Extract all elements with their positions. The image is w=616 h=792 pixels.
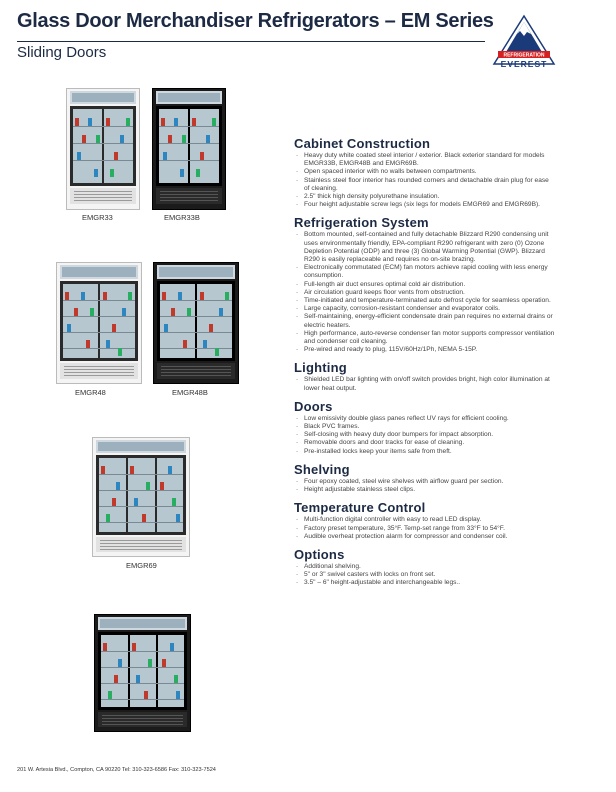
bullet-list bbox=[294, 516, 556, 541]
spec-column bbox=[294, 136, 556, 594]
section-refrigeration-system bbox=[294, 215, 556, 354]
list-item: - 2.5" thick high density polyurethane insulation. bbox=[294, 193, 556, 201]
list-item: - Pre-wired and ready to plug, 115V/60Hz/1Ph, NEMA 5-15P. bbox=[294, 346, 556, 354]
section-title: Shelving bbox=[294, 461, 350, 477]
list-item: - Removable doors and door tracks for ease of cleaning. bbox=[294, 439, 556, 447]
model-label: EMGR33B bbox=[164, 213, 200, 222]
bullet-list bbox=[294, 478, 556, 494]
section-lighting bbox=[294, 360, 556, 392]
bullet-list bbox=[294, 231, 556, 354]
list-item: - Time-initiated and temperature-terminated auto defrost cycle for seamless operation. bbox=[294, 297, 556, 305]
list-item: - Four height adjustable screw legs (six legs for models EMGR69 and EMGR69B). bbox=[294, 201, 556, 209]
section-title: Temperature Control bbox=[294, 500, 426, 516]
section-shelving bbox=[294, 462, 556, 494]
list-item: - High performance, auto-reverse condenser fan motor supports compressor ventilation and condenser coil cleaning. bbox=[294, 330, 556, 346]
model-label: EMGR48 bbox=[75, 388, 106, 397]
list-item: - Low emissivity double glass panes reflect UV rays for efficient cooling. bbox=[294, 415, 556, 423]
footer-address: 201 W. Artesia Blvd., Compton, CA 90220 Tel: 310-323-6586 Fax: 310-323-7524 bbox=[17, 767, 216, 773]
fridge-emgr33b-image bbox=[152, 88, 226, 210]
bullet-list bbox=[294, 376, 556, 392]
list-item: - Full-length air duct ensures optimal cold air distribution. bbox=[294, 281, 556, 289]
list-item: - Multi-function digital controller with easy to read LED display. bbox=[294, 516, 556, 524]
list-item: - 3.5" – 6" height-adjustable and interchangeable legs.. bbox=[294, 579, 556, 587]
fridge-emgr69b-image bbox=[94, 614, 191, 732]
fridge-emgr33-image bbox=[66, 88, 140, 210]
list-item: - Electronically commutated (ECM) fan motors achieve rapid cooling with less energy consumption. bbox=[294, 264, 556, 280]
page-title: Glass Door Merchandiser Refrigerators – EM Series bbox=[17, 10, 494, 32]
list-item: - Shielded LED bar lighting with on/off switch provides bright, high color illumination at lower heat output. bbox=[294, 376, 556, 392]
section-title: Refrigeration System bbox=[294, 215, 429, 231]
list-item: - Height adjustable stainless steel clips. bbox=[294, 486, 556, 494]
fridge-emgr48-image bbox=[56, 262, 142, 384]
list-item: - Black PVC frames. bbox=[294, 423, 556, 431]
list-item: - Pre-installed locks keep your items safe from theft. bbox=[294, 448, 556, 456]
list-item: - Additional shelving. bbox=[294, 563, 556, 571]
list-item: - Open spaced interior with no walls between compartments. bbox=[294, 168, 556, 176]
bullet-list bbox=[294, 152, 556, 209]
model-label: EMGR48B bbox=[172, 388, 208, 397]
section-doors bbox=[294, 399, 556, 456]
list-item: - Self-maintaining, energy-efficient condensate drain pan requires no external drains or electric heaters. bbox=[294, 313, 556, 329]
section-title: Options bbox=[294, 546, 345, 562]
section-title: Cabinet Construction bbox=[294, 136, 431, 151]
list-item: - Self-closing with heavy duty door bumpers for impact absorption. bbox=[294, 431, 556, 439]
logo-ribbon-text: REFRIGERATION bbox=[503, 52, 545, 59]
list-item: - Stainless steel floor interior has rounded corners and detachable drain plug for ease of cleaning. bbox=[294, 177, 556, 193]
section-title: Lighting bbox=[294, 360, 347, 376]
model-label: EMGR69 bbox=[126, 561, 157, 570]
list-item: - Four epoxy coated, steel wire shelves with airflow guard per section. bbox=[294, 478, 556, 486]
section-options bbox=[294, 547, 556, 588]
bullet-list bbox=[294, 415, 556, 456]
page-subtitle: Sliding Doors bbox=[17, 44, 107, 61]
model-label: EMGR33 bbox=[82, 213, 113, 222]
list-item: - Heavy duty white coated steel interior / exterior. Black exterior standard for models EMGR33B, EMGR48B and EMGR69B. bbox=[294, 152, 556, 168]
section-temperature-control bbox=[294, 500, 556, 541]
list-item: - Audible overheat protection alarm for compressor and condenser coil. bbox=[294, 533, 556, 541]
list-item: - Bottom mounted, self-contained and fully detachable Blizzard R290 condensing unit uses environmentally friendly, EPA-compliant R290 refrigerant with zero (0) Ozone Depletion Potential (ODP) and three (3) Global Warming Potential (GWP). Blizzard R290 is easily replaceable and requires no on-site brazing. bbox=[294, 231, 556, 264]
fridge-emgr48b-image bbox=[153, 262, 239, 384]
title-rule bbox=[17, 41, 485, 42]
list-item: - 5" or 3" swivel casters with locks on front set. bbox=[294, 571, 556, 579]
list-item: - Large capacity, corrosion-resistant condenser and evaporator coils. bbox=[294, 305, 556, 313]
bullet-list bbox=[294, 563, 556, 588]
list-item: - Air circulation guard keeps floor vents from obstruction. bbox=[294, 289, 556, 297]
section-cabinet-construction bbox=[294, 136, 556, 209]
section-title: Doors bbox=[294, 398, 333, 414]
list-item: - Factory preset temperature, 35°F. Temp-set range from 33°F to 54°F. bbox=[294, 525, 556, 533]
fridge-emgr69-image bbox=[92, 437, 190, 557]
logo-word: EVEREST bbox=[500, 59, 548, 69]
